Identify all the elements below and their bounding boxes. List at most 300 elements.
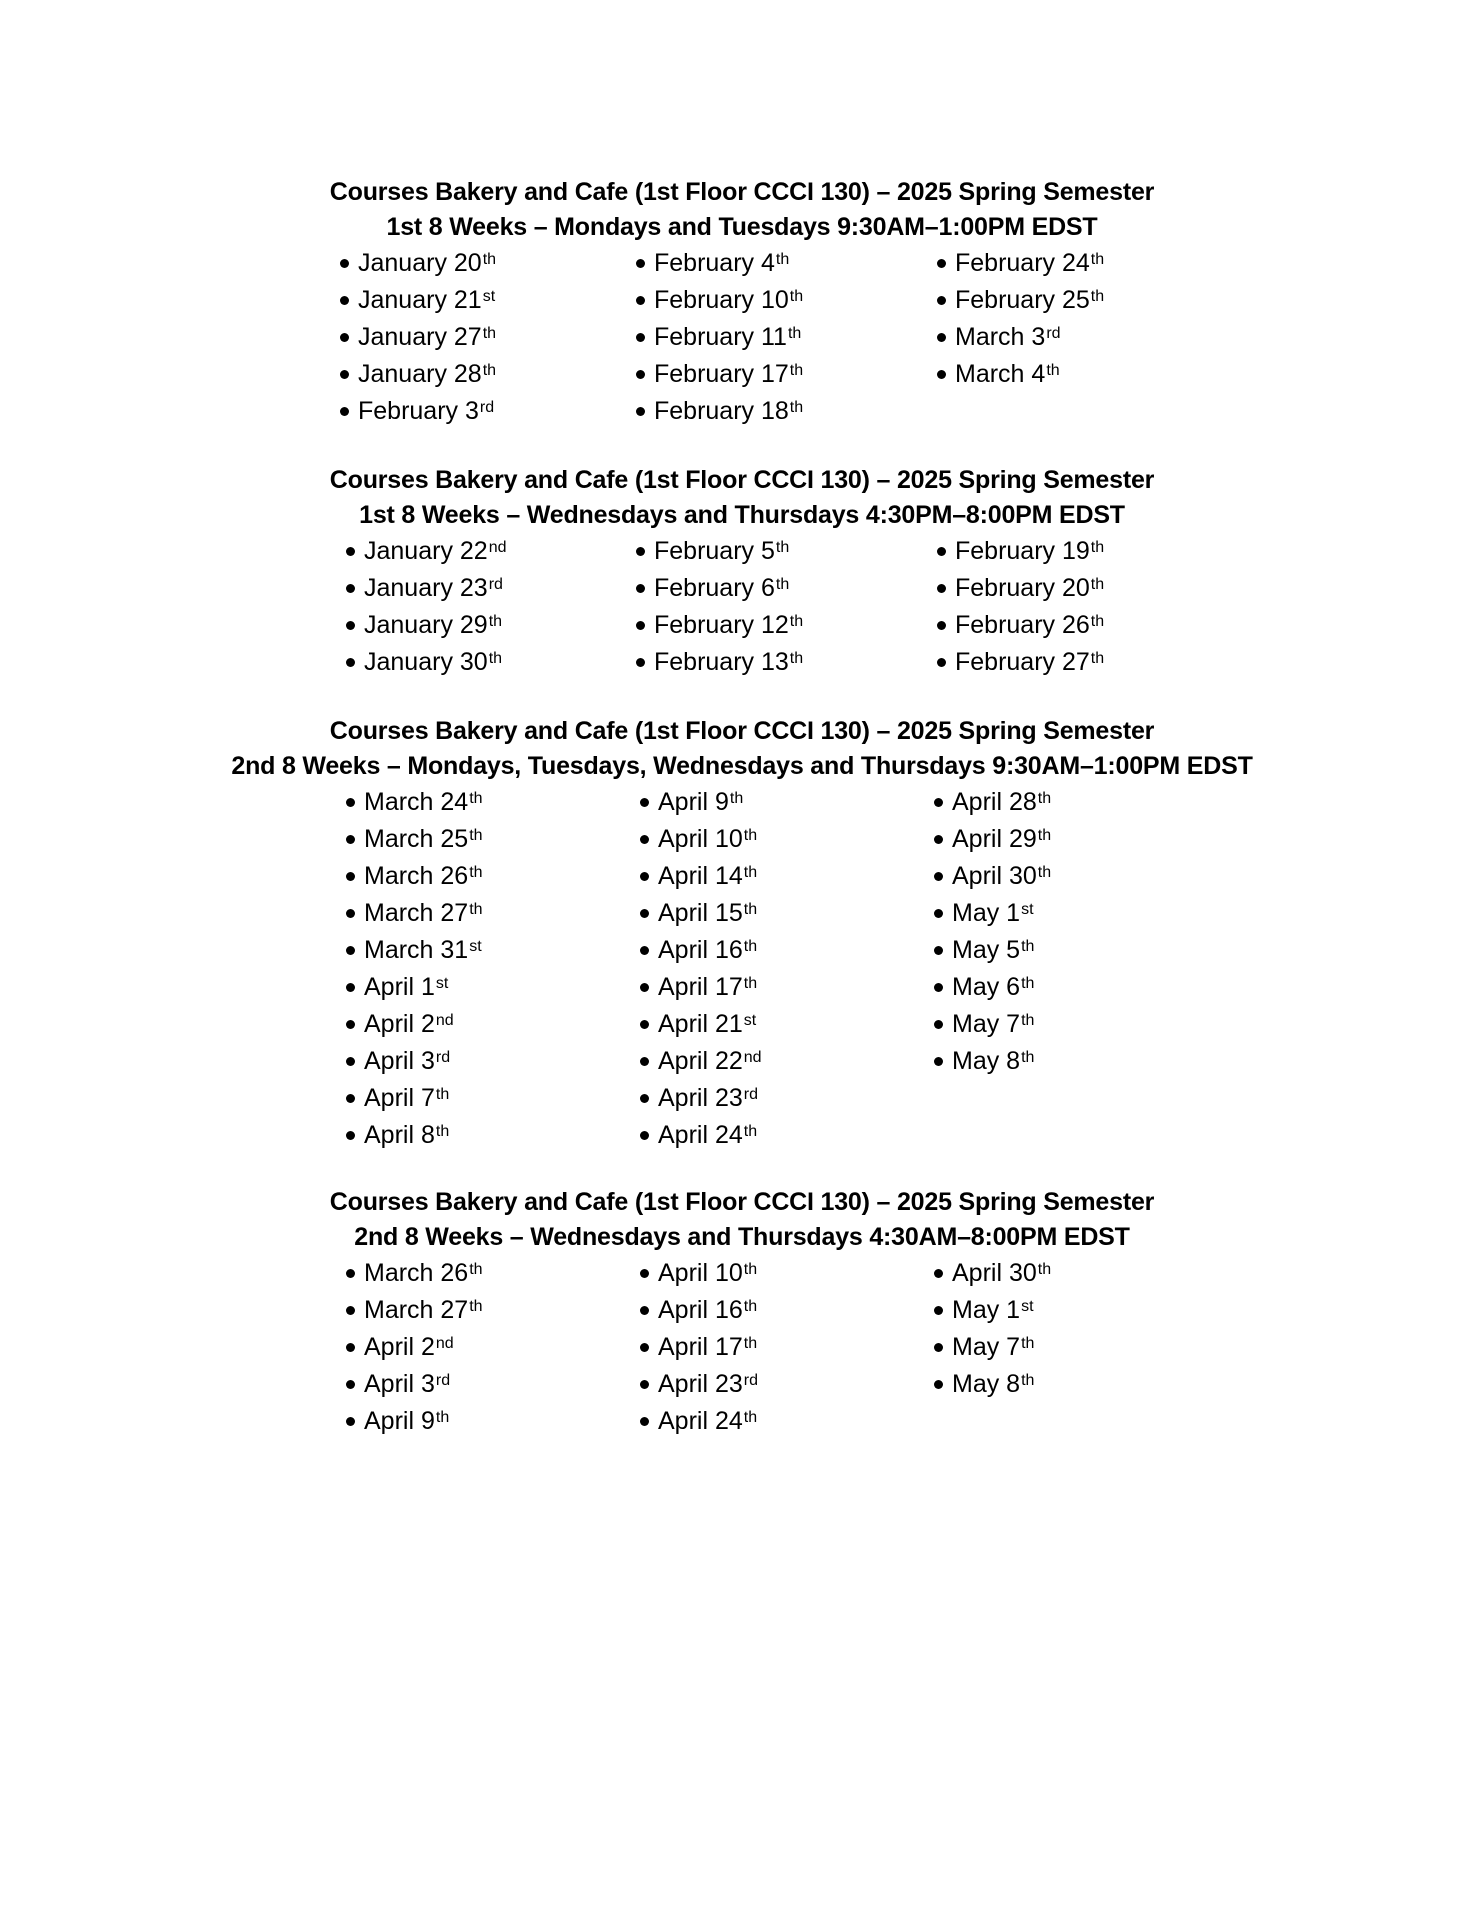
date-list-item [640, 1366, 758, 1403]
date-label: February 24 [955, 249, 1090, 277]
date-column-3 [937, 245, 1104, 393]
bullet-icon [636, 407, 645, 416]
ordinal-suffix: th [789, 287, 804, 305]
ordinal-suffix: th [743, 1122, 758, 1140]
date-label: May 1 [952, 899, 1021, 927]
ordinal-suffix: th [1037, 1260, 1052, 1278]
ordinal-suffix: rd [435, 1048, 451, 1066]
date-label: April 3 [364, 1047, 435, 1075]
bullet-icon [346, 798, 355, 807]
ordinal-suffix: th [435, 1085, 450, 1103]
date-label: January 30 [364, 648, 488, 676]
date-list-item [636, 282, 803, 319]
bullet-icon [934, 1269, 943, 1278]
date-label: May 5 [952, 936, 1021, 964]
date-list-item [346, 1006, 483, 1043]
date-label: February 5 [654, 537, 775, 565]
date-label: April 17 [658, 973, 743, 1001]
ordinal-suffix: th [789, 361, 804, 379]
date-list-item [934, 1329, 1051, 1366]
ordinal-suffix: th [482, 361, 497, 379]
date-list-item [346, 570, 507, 607]
date-list-item [640, 821, 762, 858]
date-list-item [640, 1117, 762, 1154]
ordinal-suffix: th [775, 575, 790, 593]
date-list-item [340, 245, 496, 282]
date-label: March 3 [955, 323, 1046, 351]
date-label: April 2 [364, 1333, 435, 1361]
bullet-icon [640, 983, 649, 992]
date-label: April 24 [658, 1407, 743, 1435]
bullet-icon [340, 259, 349, 268]
ordinal-suffix: th [1037, 826, 1052, 844]
date-list-item [937, 533, 1104, 570]
date-list-item [346, 533, 507, 570]
date-list-item [934, 969, 1051, 1006]
date-label: March 27 [364, 1296, 469, 1324]
date-list-item [346, 932, 483, 969]
bullet-icon [346, 1306, 355, 1315]
date-list-item [346, 644, 507, 681]
ordinal-suffix: th [469, 863, 483, 881]
date-label: April 16 [658, 1296, 743, 1324]
bullet-icon [934, 946, 943, 955]
date-list-item [640, 1255, 758, 1292]
date-label: April 30 [952, 1259, 1037, 1287]
date-columns [0, 245, 1484, 430]
bullet-icon [346, 946, 355, 955]
ordinal-suffix: st [743, 1011, 757, 1029]
date-column-2 [640, 1255, 758, 1440]
ordinal-suffix: th [729, 789, 744, 807]
ordinal-suffix: th [743, 937, 758, 955]
bullet-icon [934, 872, 943, 881]
date-list-item [640, 969, 762, 1006]
date-label: May 8 [952, 1370, 1021, 1398]
date-label: March 24 [364, 788, 469, 816]
ordinal-suffix: nd [435, 1011, 454, 1029]
bullet-icon [640, 835, 649, 844]
bullet-icon [934, 835, 943, 844]
bullet-icon [346, 658, 355, 667]
ordinal-suffix: rd [488, 575, 503, 593]
date-label: May 7 [952, 1010, 1021, 1038]
date-list-item [346, 1117, 483, 1154]
bullet-icon [636, 584, 645, 593]
date-label: April 15 [658, 899, 743, 927]
date-columns [0, 533, 1484, 681]
bullet-icon [346, 909, 355, 918]
bullet-icon [340, 333, 349, 342]
date-label: January 23 [364, 574, 488, 602]
section-subtitle: 2nd 8 Weeks – Mondays, Tuesdays, Wednesdays and Thursdays 9:30AM–1:00PM EDST [231, 752, 1253, 780]
date-list-item [640, 784, 762, 821]
date-list-item [934, 1006, 1051, 1043]
bullet-icon [934, 983, 943, 992]
bullet-icon [640, 798, 649, 807]
section-title: Courses Bakery and Cafe (1st Floor CCCI 130) – 2025 Spring Semester [329, 466, 1155, 494]
ordinal-suffix: th [1090, 287, 1105, 305]
ordinal-suffix: th [469, 900, 483, 918]
date-label: February 6 [654, 574, 775, 602]
date-list-item [346, 1403, 483, 1440]
date-label: April 3 [364, 1370, 435, 1398]
bullet-icon [636, 370, 645, 379]
date-column-1 [340, 245, 496, 430]
bullet-icon [640, 1269, 649, 1278]
bullet-icon [346, 983, 355, 992]
bullet-icon [937, 333, 946, 342]
bullet-icon [346, 872, 355, 881]
date-label: May 8 [952, 1047, 1021, 1075]
bullet-icon [346, 621, 355, 630]
ordinal-suffix: nd [488, 538, 507, 556]
date-label: May 1 [952, 1296, 1021, 1324]
bullet-icon [636, 547, 645, 556]
ordinal-suffix: th [775, 538, 790, 556]
bullet-icon [937, 584, 946, 593]
ordinal-suffix: th [743, 1297, 758, 1315]
date-label: April 1 [364, 973, 435, 1001]
date-list-item [934, 784, 1051, 821]
date-list-item [937, 319, 1104, 356]
date-label: April 9 [364, 1407, 435, 1435]
date-list-item [640, 1043, 762, 1080]
date-label: January 21 [358, 286, 482, 314]
date-list-item [640, 1292, 758, 1329]
ordinal-suffix: th [488, 649, 503, 667]
date-label: April 23 [658, 1370, 743, 1398]
bullet-icon [346, 584, 355, 593]
bullet-icon [346, 1380, 355, 1389]
ordinal-suffix: th [1090, 250, 1105, 268]
date-list-item [346, 784, 483, 821]
ordinal-suffix: th [1090, 575, 1105, 593]
ordinal-suffix: th [789, 398, 804, 416]
date-list-item [346, 1329, 483, 1366]
date-label: April 29 [952, 825, 1037, 853]
date-list-item [636, 644, 803, 681]
ordinal-suffix: th [789, 612, 804, 630]
section-subtitle: 2nd 8 Weeks – Wednesdays and Thursdays 4:30AM–8:00PM EDST [354, 1223, 1130, 1251]
ordinal-suffix: th [743, 900, 758, 918]
date-label: April 2 [364, 1010, 435, 1038]
date-label: January 22 [364, 537, 488, 565]
date-list-item [640, 1403, 758, 1440]
bullet-icon [640, 1306, 649, 1315]
date-columns [0, 784, 1484, 1154]
ordinal-suffix: th [743, 1408, 758, 1426]
date-list-item [934, 821, 1051, 858]
date-list-item [346, 1080, 483, 1117]
date-list-item [640, 858, 762, 895]
date-list-item [340, 319, 496, 356]
bullet-icon [640, 1131, 649, 1140]
date-label: April 28 [952, 788, 1037, 816]
bullet-icon [346, 1057, 355, 1066]
date-list-item [937, 607, 1104, 644]
ordinal-suffix: rd [479, 398, 495, 416]
ordinal-suffix: th [1037, 789, 1052, 807]
ordinal-suffix: th [1037, 863, 1052, 881]
date-label: February 11 [654, 323, 787, 351]
date-label: April 16 [658, 936, 743, 964]
ordinal-suffix: th [469, 789, 483, 807]
ordinal-suffix: th [1021, 1011, 1035, 1029]
ordinal-suffix: th [1090, 612, 1105, 630]
ordinal-suffix: th [1021, 974, 1035, 992]
date-column-2 [640, 784, 762, 1154]
date-label: January 28 [358, 360, 482, 388]
date-list-item [934, 932, 1051, 969]
date-label: February 3 [358, 397, 479, 425]
date-label: April 30 [952, 862, 1037, 890]
date-label: February 4 [654, 249, 775, 277]
date-list-item [934, 858, 1051, 895]
date-column-1 [346, 784, 483, 1154]
date-list-item [636, 356, 803, 393]
date-list-item [636, 319, 803, 356]
ordinal-suffix: th [743, 826, 758, 844]
bullet-icon [934, 1057, 943, 1066]
date-label: April 17 [658, 1333, 743, 1361]
ordinal-suffix: st [1021, 1297, 1034, 1315]
ordinal-suffix: th [1021, 1371, 1035, 1389]
schedule-section-1 [0, 175, 1484, 430]
date-list-item [640, 1329, 758, 1366]
date-label: May 7 [952, 1333, 1021, 1361]
date-list-item [640, 1006, 762, 1043]
ordinal-suffix: th [469, 1260, 483, 1278]
date-list-item [934, 1292, 1051, 1329]
date-list-item [346, 1292, 483, 1329]
ordinal-suffix: rd [743, 1085, 758, 1103]
date-column-3 [934, 1255, 1051, 1403]
ordinal-suffix: nd [743, 1048, 762, 1066]
bullet-icon [937, 296, 946, 305]
date-label: January 29 [364, 611, 488, 639]
bullet-icon [346, 1343, 355, 1352]
date-list-item [934, 1255, 1051, 1292]
bullet-icon [937, 370, 946, 379]
date-label: February 19 [955, 537, 1090, 565]
ordinal-suffix: th [775, 250, 790, 268]
date-label: February 12 [654, 611, 789, 639]
schedule-section-2 [0, 463, 1484, 681]
bullet-icon [934, 1020, 943, 1029]
date-list-item [346, 969, 483, 1006]
date-label: February 13 [654, 648, 789, 676]
date-list-item [346, 1043, 483, 1080]
ordinal-suffix: st [469, 937, 482, 955]
ordinal-suffix: th [435, 1122, 450, 1140]
date-list-item [636, 607, 803, 644]
date-columns [0, 1255, 1484, 1440]
date-label: February 26 [955, 611, 1090, 639]
ordinal-suffix: nd [435, 1334, 454, 1352]
date-label: April 24 [658, 1121, 743, 1149]
ordinal-suffix: th [1021, 1048, 1035, 1066]
date-column-2 [636, 533, 803, 681]
ordinal-suffix: th [482, 250, 497, 268]
date-list-item [937, 644, 1104, 681]
bullet-icon [636, 333, 645, 342]
date-label: April 22 [658, 1047, 743, 1075]
ordinal-suffix: th [743, 1260, 758, 1278]
bullet-icon [340, 370, 349, 379]
date-label: February 17 [654, 360, 789, 388]
date-list-item [636, 245, 803, 282]
bullet-icon [346, 835, 355, 844]
date-label: April 21 [658, 1010, 743, 1038]
bullet-icon [934, 909, 943, 918]
section-subtitle: 1st 8 Weeks – Mondays and Tuesdays 9:30AM–1:00PM EDST [386, 213, 1098, 241]
bullet-icon [937, 621, 946, 630]
date-label: March 26 [364, 1259, 469, 1287]
bullet-icon [640, 872, 649, 881]
bullet-icon [346, 547, 355, 556]
date-list-item [640, 895, 762, 932]
section-title: Courses Bakery and Cafe (1st Floor CCCI 130) – 2025 Spring Semester [329, 1188, 1155, 1216]
date-list-item [937, 570, 1104, 607]
date-column-1 [346, 1255, 483, 1440]
bullet-icon [636, 296, 645, 305]
ordinal-suffix: th [488, 612, 503, 630]
bullet-icon [934, 798, 943, 807]
date-label: April 23 [658, 1084, 743, 1112]
date-list-item [340, 282, 496, 319]
ordinal-suffix: st [482, 287, 496, 305]
bullet-icon [640, 1417, 649, 1426]
bullet-icon [640, 946, 649, 955]
ordinal-suffix: th [482, 324, 497, 342]
date-label: April 10 [658, 825, 743, 853]
bullet-icon [340, 407, 349, 416]
date-list-item [346, 1255, 483, 1292]
date-label: April 9 [658, 788, 729, 816]
schedule-section-3 [0, 714, 1484, 1154]
date-list-item [346, 1366, 483, 1403]
date-list-item [346, 821, 483, 858]
date-label: March 26 [364, 862, 469, 890]
ordinal-suffix: th [743, 863, 758, 881]
date-list-item [636, 533, 803, 570]
ordinal-suffix: th [1021, 1334, 1035, 1352]
bullet-icon [640, 1380, 649, 1389]
date-list-item [346, 607, 507, 644]
date-list-item [340, 393, 496, 430]
date-list-item [937, 356, 1104, 393]
schedule-section-4 [0, 1185, 1484, 1440]
date-column-1 [346, 533, 507, 681]
date-label: February 10 [654, 286, 789, 314]
date-label: February 27 [955, 648, 1090, 676]
ordinal-suffix: rd [743, 1371, 758, 1389]
date-label: January 20 [358, 249, 482, 277]
ordinal-suffix: st [1021, 900, 1034, 918]
ordinal-suffix: th [787, 324, 802, 342]
date-label: February 18 [654, 397, 789, 425]
ordinal-suffix: rd [435, 1371, 451, 1389]
ordinal-suffix: th [1046, 361, 1060, 379]
ordinal-suffix: st [435, 974, 449, 992]
bullet-icon [937, 547, 946, 556]
bullet-icon [937, 259, 946, 268]
bullet-icon [346, 1020, 355, 1029]
ordinal-suffix: th [1090, 649, 1105, 667]
date-label: May 6 [952, 973, 1021, 1001]
ordinal-suffix: th [469, 826, 483, 844]
bullet-icon [636, 658, 645, 667]
date-list-item [346, 858, 483, 895]
date-list-item [937, 245, 1104, 282]
date-label: April 14 [658, 862, 743, 890]
date-list-item [636, 393, 803, 430]
date-list-item [934, 895, 1051, 932]
bullet-icon [640, 1020, 649, 1029]
date-column-3 [937, 533, 1104, 681]
bullet-icon [640, 1057, 649, 1066]
date-column-2 [636, 245, 803, 430]
ordinal-suffix: th [1021, 937, 1035, 955]
ordinal-suffix: th [743, 974, 758, 992]
date-list-item [636, 570, 803, 607]
bullet-icon [636, 621, 645, 630]
bullet-icon [346, 1417, 355, 1426]
bullet-icon [934, 1306, 943, 1315]
bullet-icon [934, 1343, 943, 1352]
bullet-icon [640, 1094, 649, 1103]
date-column-3 [934, 784, 1051, 1080]
date-label: February 20 [955, 574, 1090, 602]
date-label: March 27 [364, 899, 469, 927]
date-label: March 31 [364, 936, 469, 964]
ordinal-suffix: th [1090, 538, 1105, 556]
date-list-item [640, 1080, 762, 1117]
date-list-item [346, 895, 483, 932]
bullet-icon [640, 909, 649, 918]
date-label: April 7 [364, 1084, 435, 1112]
date-label: January 27 [358, 323, 482, 351]
ordinal-suffix: th [469, 1297, 483, 1315]
date-label: February 25 [955, 286, 1090, 314]
bullet-icon [340, 296, 349, 305]
ordinal-suffix: th [743, 1334, 758, 1352]
section-title: Courses Bakery and Cafe (1st Floor CCCI 130) – 2025 Spring Semester [329, 717, 1155, 745]
date-label: March 25 [364, 825, 469, 853]
date-list-item [934, 1043, 1051, 1080]
bullet-icon [346, 1269, 355, 1278]
bullet-icon [346, 1131, 355, 1140]
bullet-icon [636, 259, 645, 268]
ordinal-suffix: rd [1046, 324, 1061, 342]
date-label: April 8 [364, 1121, 435, 1149]
date-list-item [937, 282, 1104, 319]
bullet-icon [640, 1343, 649, 1352]
date-label: April 10 [658, 1259, 743, 1287]
date-label: March 4 [955, 360, 1046, 388]
section-subtitle: 1st 8 Weeks – Wednesdays and Thursdays 4:30PM–8:00PM EDST [359, 501, 1125, 529]
date-list-item [640, 932, 762, 969]
date-list-item [340, 356, 496, 393]
bullet-icon [937, 658, 946, 667]
date-list-item [934, 1366, 1051, 1403]
ordinal-suffix: th [789, 649, 804, 667]
ordinal-suffix: th [435, 1408, 450, 1426]
bullet-icon [934, 1380, 943, 1389]
bullet-icon [346, 1094, 355, 1103]
section-title: Courses Bakery and Cafe (1st Floor CCCI 130) – 2025 Spring Semester [329, 178, 1155, 206]
